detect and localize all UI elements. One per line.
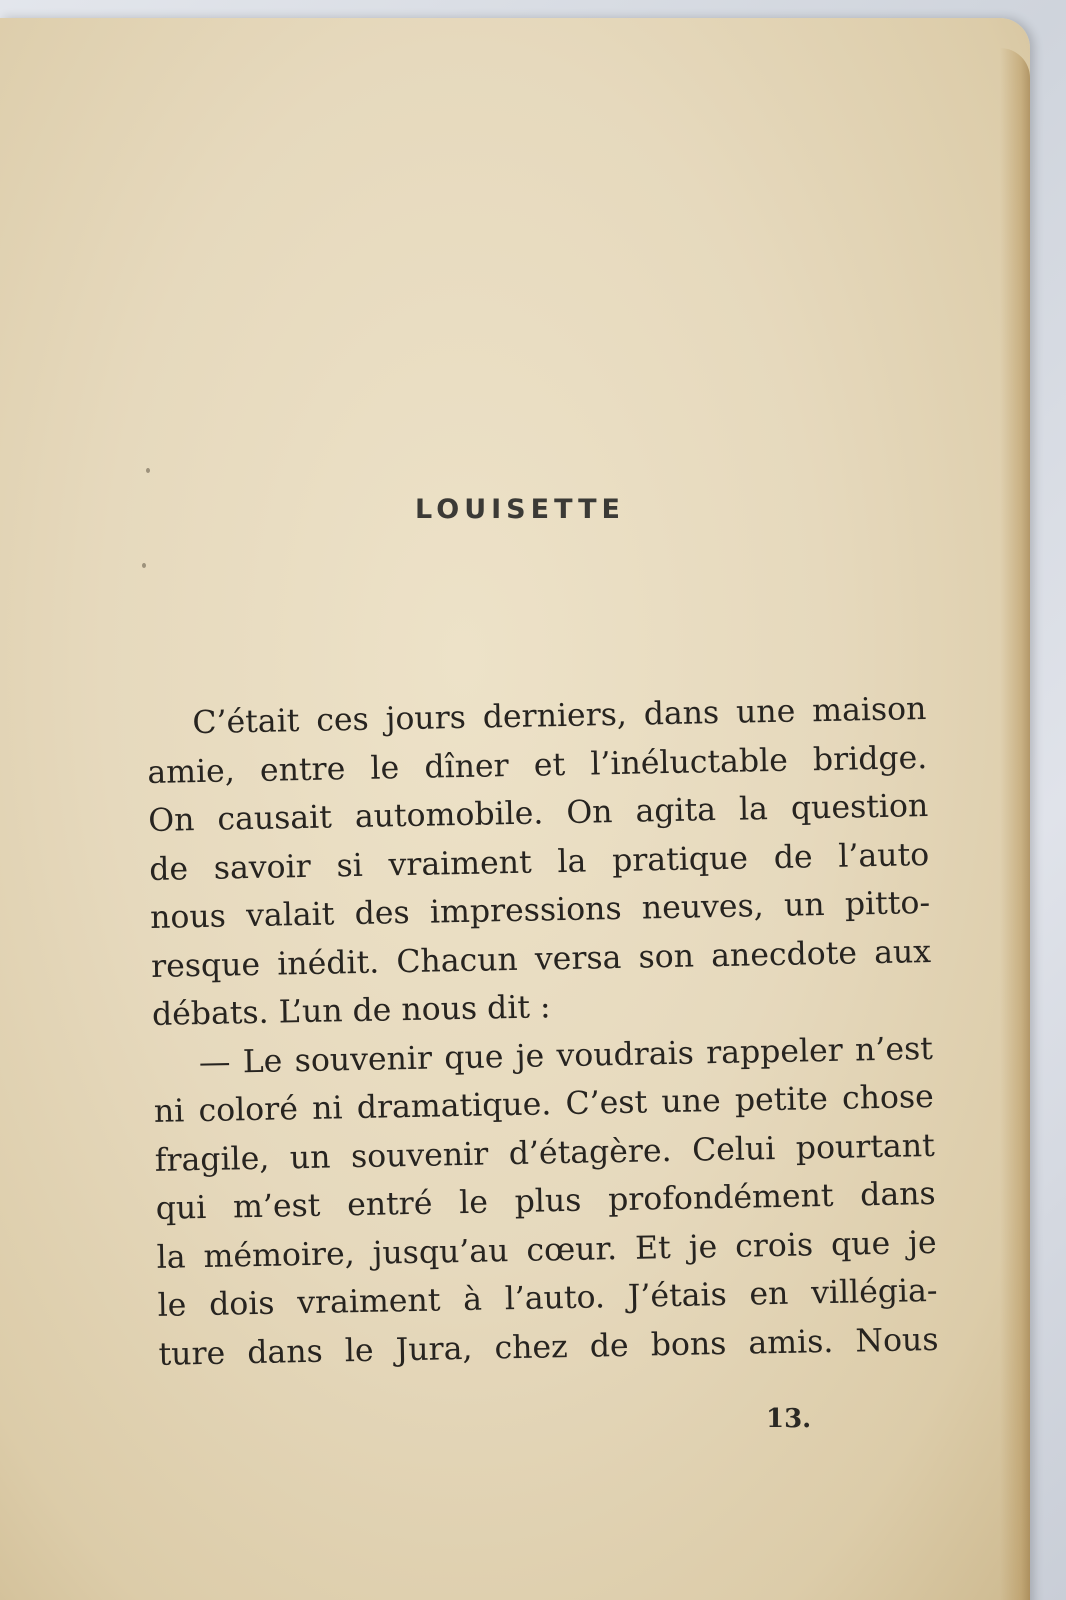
paper-speck: [142, 563, 146, 568]
text-line: qui m’est entré le plus profondément dans: [155, 1175, 936, 1227]
text-line: fragile, un souvenir d’étagère. Celui pourtant: [154, 1127, 936, 1179]
text-line: ture dans le Jura, chez de bons amis. Nous: [158, 1321, 939, 1373]
text-line: On causait automobile. On agita la question: [147, 788, 929, 839]
body-text: [146, 685, 939, 1379]
page-number: 13.: [766, 1404, 812, 1434]
text-line: de savoir si vraiment la pratique de l’auto: [148, 836, 930, 888]
text-line: resque inédit. Chacun versa son anecdote aux: [150, 933, 932, 985]
paper-speck: [146, 468, 150, 473]
text-line: ni coloré ni dramatique. C’est une petite chose: [153, 1078, 935, 1130]
text-line: débats. L’un de nous dit :: [151, 989, 551, 1033]
chapter-title: LOUISETTE: [415, 494, 625, 525]
text-line: le dois vraiment à l’auto. J’étais en villégia-: [157, 1272, 938, 1324]
text-line: amie, entre le dîner et l’inéluctable bridge.: [147, 739, 928, 791]
text-line: — Le souvenir que je voudrais rappeler n’est: [198, 1030, 934, 1081]
text-line: la mémoire, jusqu’au cœur. Et je crois que je: [156, 1224, 937, 1276]
page-edge-shadow: [1000, 48, 1030, 1600]
text-line: C’était ces jours derniers, dans une maison: [192, 691, 927, 742]
text-line: nous valait des impressions neuves, un pitto-: [149, 884, 931, 936]
